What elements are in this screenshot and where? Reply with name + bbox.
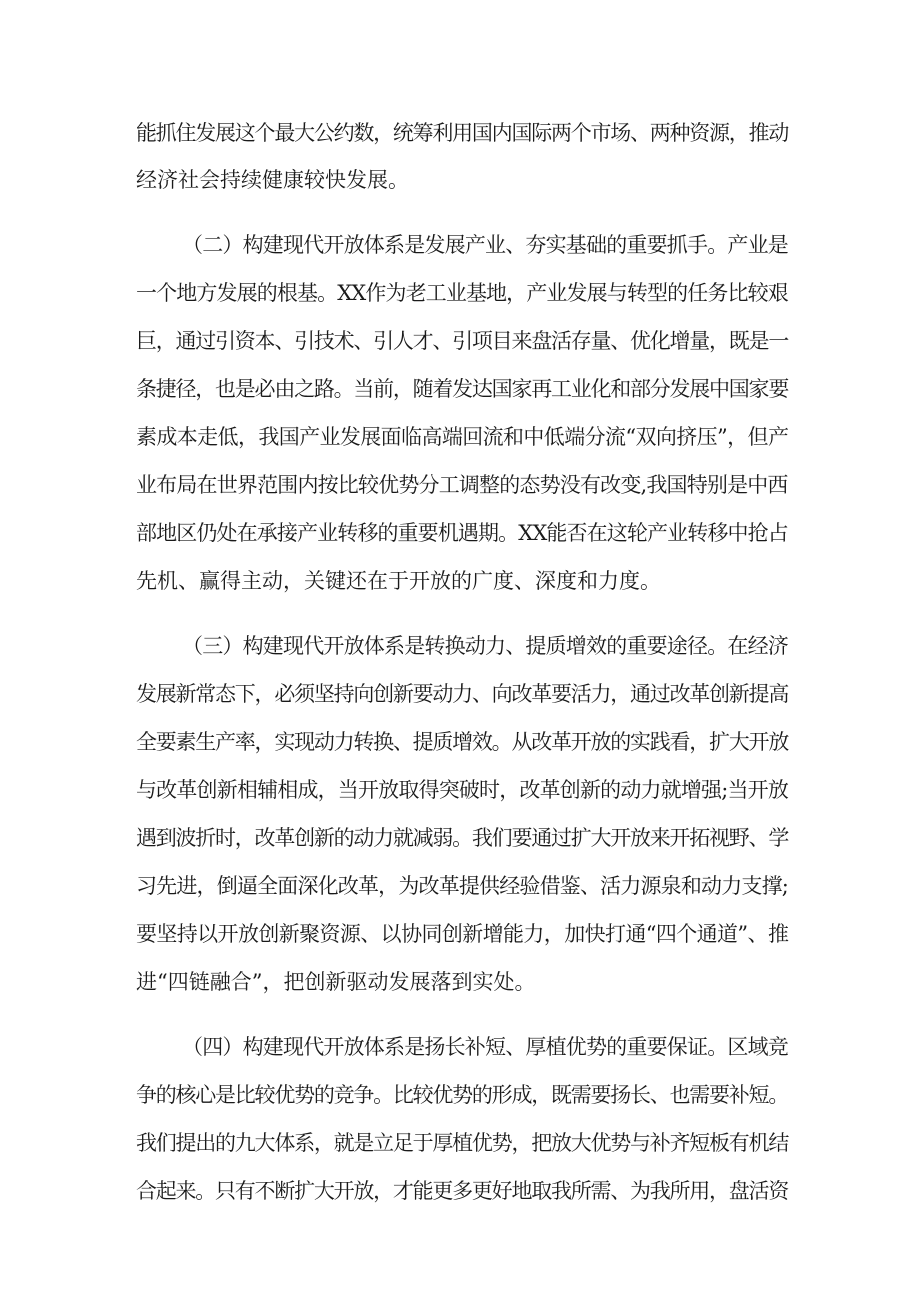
paragraph-3-line-5: 遇到波折时，改革创新的动力就减弱。我们要通过扩大开放来开拓视野、学 (136, 826, 789, 850)
paragraph-4-line-4: 合起来。只有不断扩大开放，才能更多更好地取我所需、为我所用，盘活资 (136, 1179, 789, 1203)
paragraph-3-line-8: 进“四链融合”，把创新驱动发展落到实处。 (136, 970, 536, 994)
paragraph-2-line-1: （二）构建现代开放体系是发展产业、夯实基础的重要抓手。产业是 (182, 233, 788, 257)
paragraph-2-line-3: 巨，通过引资本、引技术、引人才、引项目来盘活存量、优化增量，既是一 (136, 329, 789, 353)
paragraph-4-line-2: 争的核心是比较优势的竞争。比较优势的形成，既需要扬长、也需要补短。 (136, 1083, 789, 1107)
paragraph-2-line-5: 素成本走低，我国产业发展面临高端回流和中低端分流“双向挤压”，但产 (136, 425, 789, 449)
paragraph-2-line-8: 先机、赢得主动，关键还在于开放的广度、深度和力度。 (136, 569, 661, 593)
paragraph-4-line-3: 我们提出的九大体系，就是立足于厚植优势，把放大优势与补齐短板有机结 (136, 1131, 789, 1155)
paragraph-3-line-4: 与改革创新相辅相成，当开放取得突破时，改革创新的动力就增强;当开放 (136, 778, 789, 802)
paragraph-1-line-2: 经济社会持续健康较快发展。 (136, 168, 409, 192)
paragraph-3-line-7: 要坚持以开放创新聚资源、以协同创新增能力，加快打通“四个通道”、推 (136, 922, 789, 946)
paragraph-3-line-2: 发展新常态下，必须坚持向创新要动力、向改革要活力，通过改革创新提高 (136, 682, 789, 706)
paragraph-2-line-6: 业布局在世界范围内按比较优势分工调整的态势没有改变,我国特别是中西 (136, 473, 788, 497)
paragraph-2-line-4: 条捷径，也是必由之路。当前，随着发达国家再工业化和部分发展中国家要 (136, 377, 789, 401)
paragraph-3-line-1: （三）构建现代开放体系是转换动力、提质增效的重要途径。在经济 (182, 634, 788, 658)
paragraph-3-line-3: 全要素生产率，实现动力转换、提质增效。从改革开放的实践看，扩大开放 (136, 730, 789, 754)
paragraph-2-line-2: 一个地方发展的根基。XX作为老工业基地，产业发展与转型的任务比较艰 (136, 281, 788, 305)
paragraph-1-line-1: 能抓住发展这个最大公约数，统筹利用国内国际两个市场、两种资源，推动 (136, 121, 789, 145)
paragraph-3-line-6: 习先进，倒逼全面深化改革，为改革提供经验借鉴、活力源泉和动力支撑; (136, 874, 789, 898)
paragraph-2-line-7: 部地区仍处在承接产业转移的重要机遇期。XX能否在这轮产业转移中抢占 (136, 521, 788, 545)
paragraph-4-line-1: （四）构建现代开放体系是扬长补短、厚植优势的重要保证。区域竞 (182, 1035, 788, 1059)
